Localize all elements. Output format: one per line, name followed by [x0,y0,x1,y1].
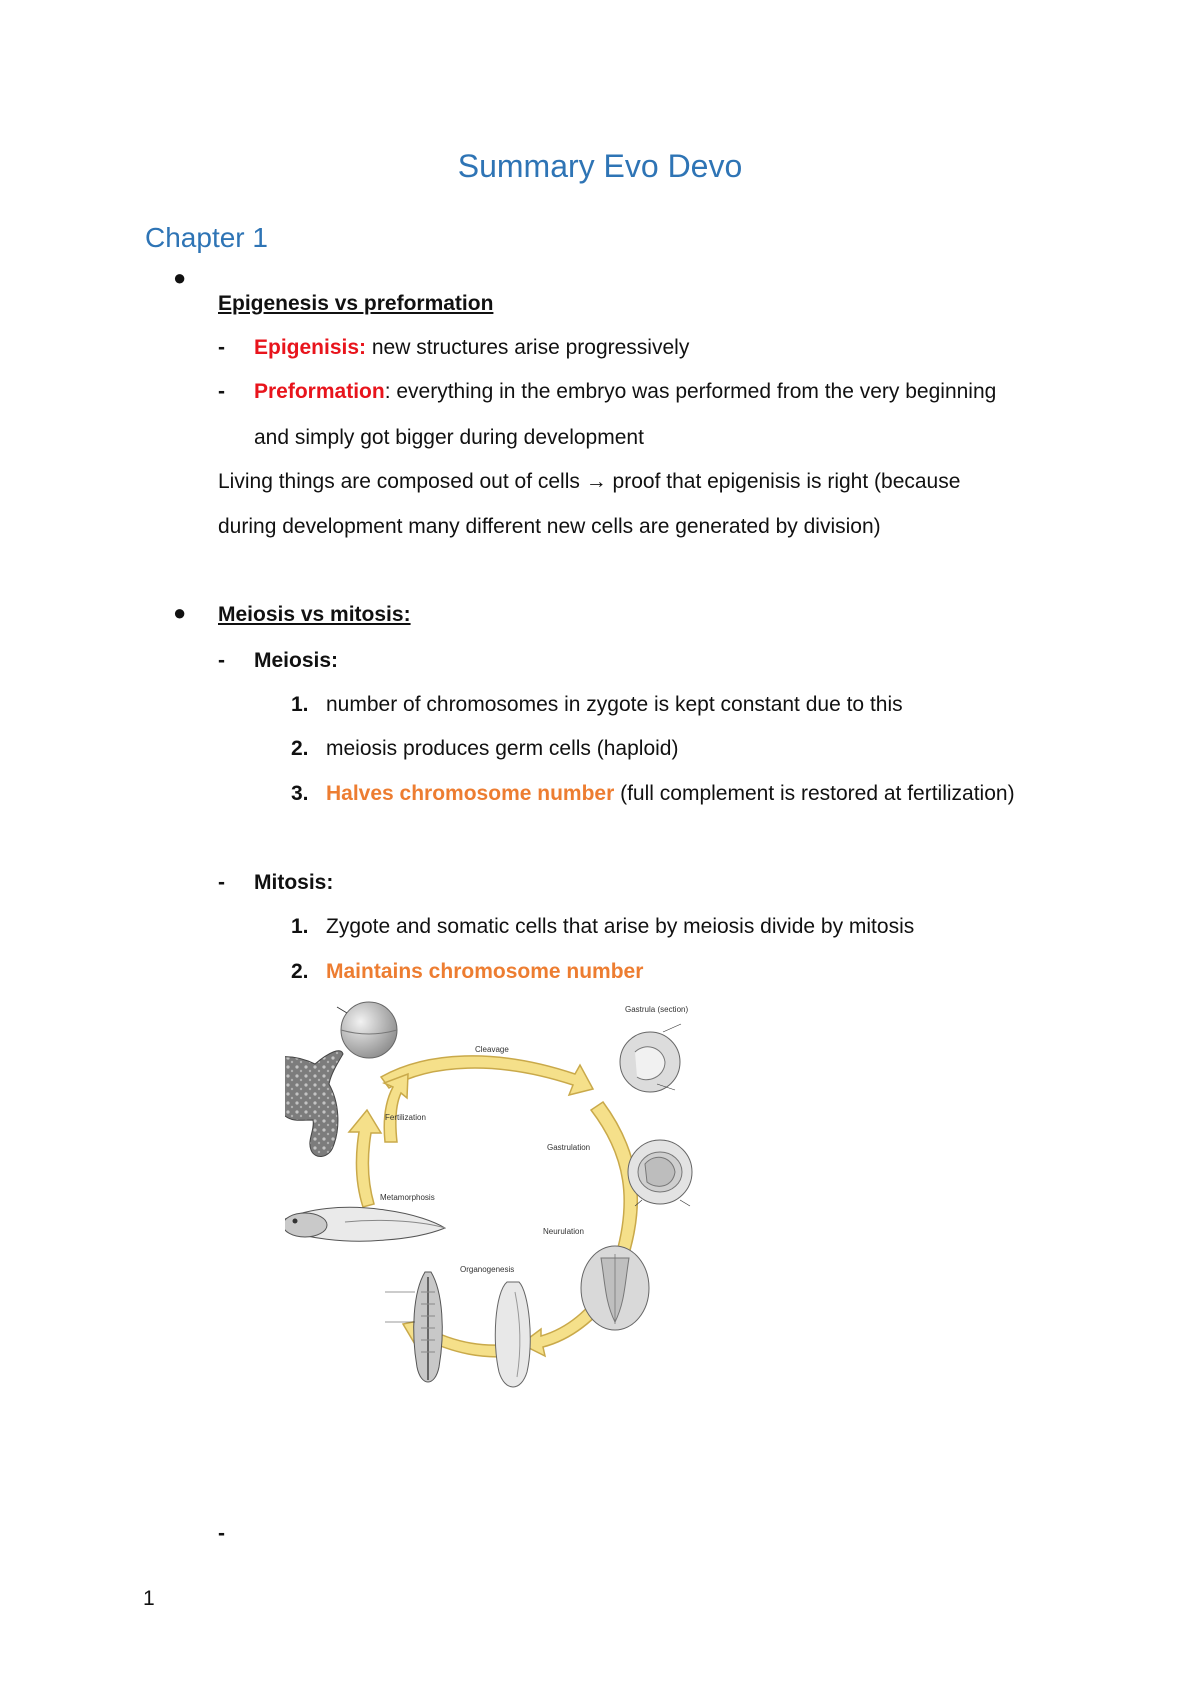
figure-label: Fertilization [385,1113,426,1122]
term-epigenisis: Epigenisis: [254,336,367,359]
list-number: 2. [291,737,309,760]
figure-label: Metamorphosis [380,1193,435,1202]
page-number: 1 [143,1587,155,1610]
bullet-icon: ● [173,265,187,290]
egg-illustration [337,1002,397,1058]
life-cycle-figure [285,992,810,1542]
section-heading-epigenesis: Epigenesis vs preformation [218,292,494,315]
list-item-preformation [254,378,996,406]
highlight-text: Maintains chromosome number [326,960,644,983]
figure-label: Neurulation [543,1227,584,1236]
mitosis-label: Mitosis: [254,871,334,894]
paragraph-text: proof that epigenisis is right (because [606,470,961,493]
highlight-text: Halves chromosome number [326,782,615,805]
neurula-dorsal-illustration [581,1246,649,1330]
tadpole-illustration [285,1207,445,1241]
list-number: 1. [291,693,309,716]
meiosis-item: meiosis produces germ cells (haploid) [326,737,679,760]
document-title: Summary Evo Devo [457,148,743,184]
tailbud-lateral-illustration [495,1282,530,1387]
list-number: 1. [291,915,309,938]
mitosis-item: Zygote and somatic cells that arise by meiosis divide by mitosis [326,915,915,938]
preformation-continuation: and simply got bigger during development [254,426,644,449]
fertilization-arrow [384,1074,408,1142]
meiosis-item-text: (full complement is restored at fertilization) [614,782,1015,805]
figure-label: Organogenesis [460,1265,515,1274]
term-preformation: Preformation [254,380,385,403]
dash-marker: - [218,1522,225,1545]
chapter-heading: Chapter 1 [145,222,268,253]
gastrula-illustration [620,1024,681,1092]
metamorphosis-arrow [349,1110,381,1207]
figure-label: Gastrula (section) [625,1005,689,1014]
bullet-icon: ● [173,600,187,625]
list-number: 3. [291,782,309,805]
list-item-epigenisis [254,334,689,362]
adult-frog-illustration [285,1051,343,1157]
dash-marker: - [218,649,225,672]
tailbud-dorsal-illustration [385,1272,442,1382]
cleavage-arrow [381,1056,593,1095]
meiosis-item [326,780,1015,808]
life-cycle-diagram [285,992,810,1542]
paragraph-line: during development many different new cells are generated by division) [218,515,881,538]
list-number: 2. [291,960,309,983]
right-arrow-icon: → [585,470,607,493]
definition-epigenisis: new structures arise progressively [366,336,690,359]
figure-label: Gastrulation [547,1143,591,1152]
dash-marker: - [218,336,225,359]
paragraph-line [218,468,960,496]
meiosis-label: Meiosis: [254,649,339,672]
section-heading-meiosis-mitosis: Meiosis vs mitosis: [218,603,411,626]
figure-label: Cleavage [475,1045,509,1054]
meiosis-item: number of chromosomes in zygote is kept constant due to this [326,693,903,716]
dash-marker: - [218,871,225,894]
definition-preformation: : everything in the embryo was performed from the very beginning [384,380,997,403]
dash-marker: - [218,380,225,403]
paragraph-text: Living things are composed out of cells [218,470,586,493]
